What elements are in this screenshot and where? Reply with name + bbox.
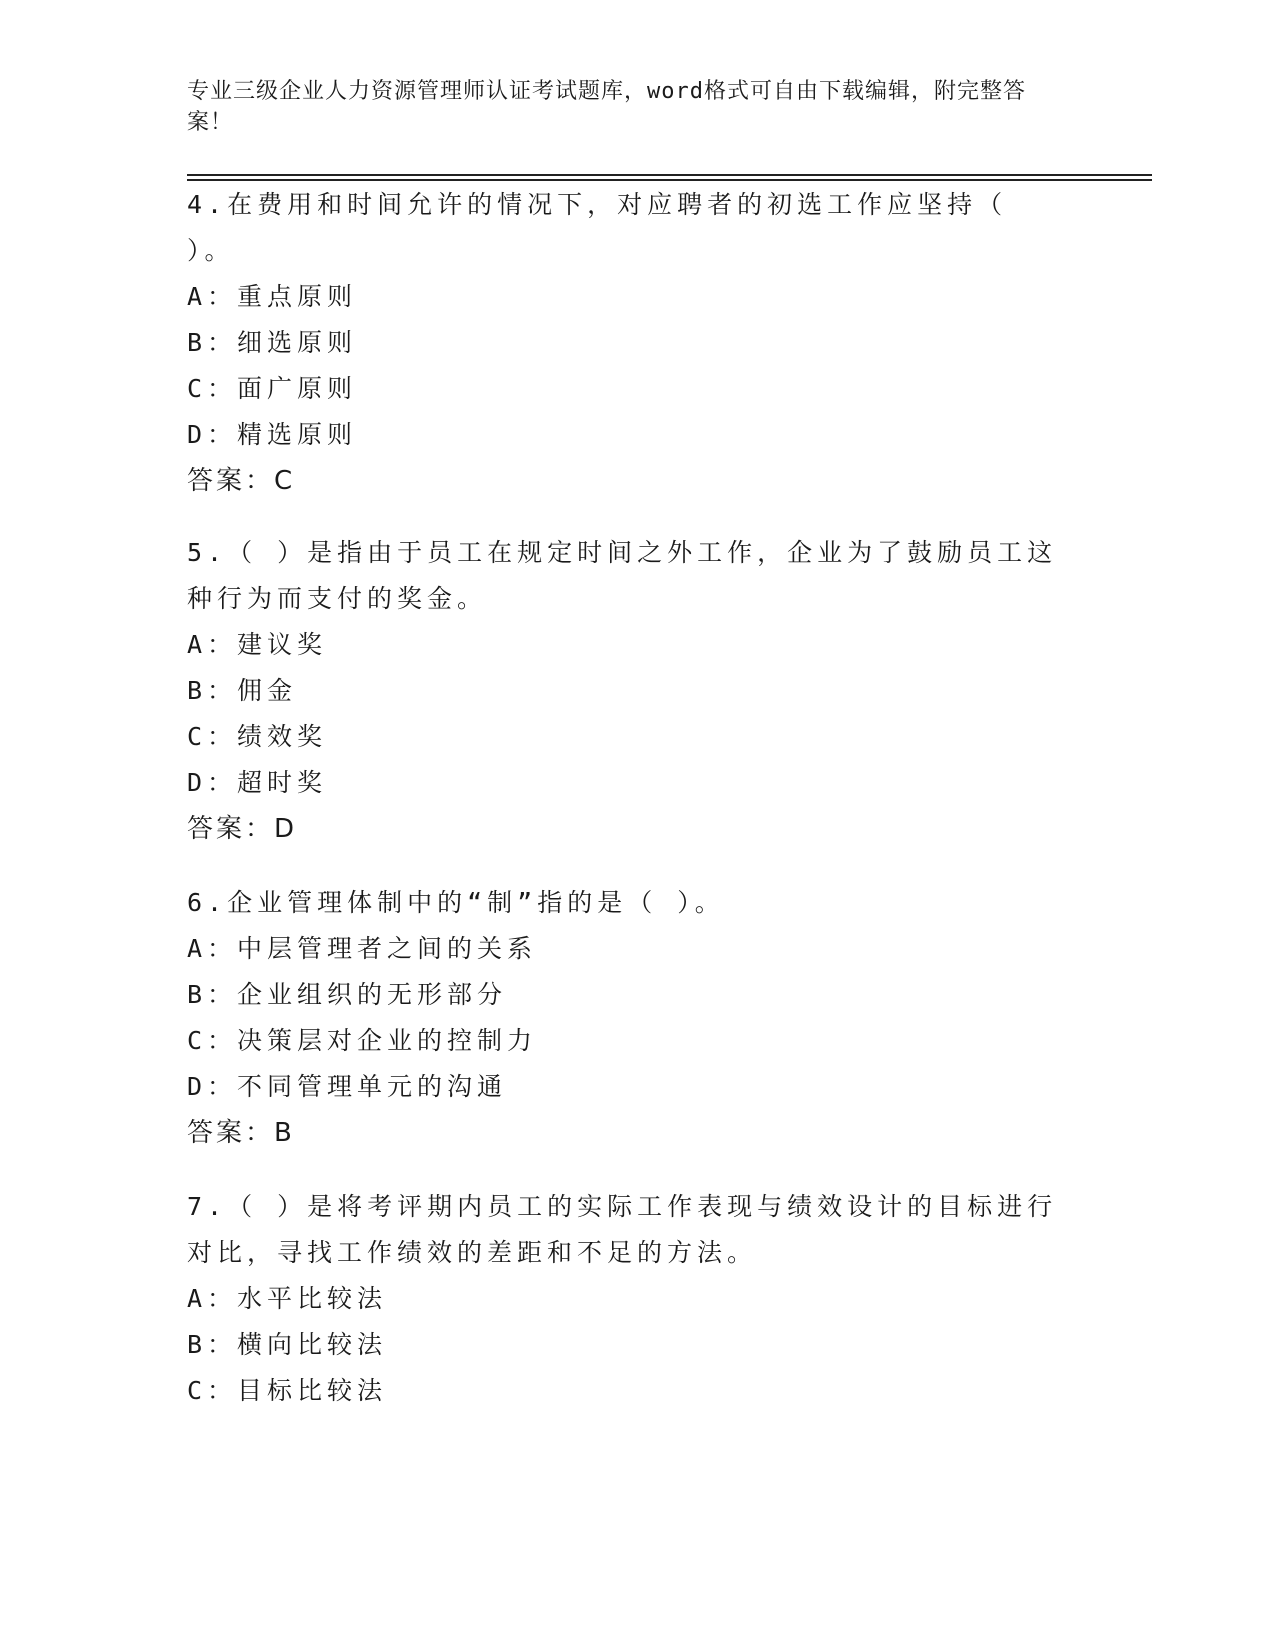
question-7	[187, 1184, 1067, 1414]
option-b: B：横向比较法	[187, 1330, 388, 1359]
option-a: A：建议奖	[187, 630, 328, 659]
option-c: C：面广原则	[187, 374, 358, 403]
document-header: 专业三级企业人力资源管理师认证考试题库，word格式可自由下载编辑，附完整答案！	[187, 79, 1026, 135]
header-divider-line-bottom	[187, 179, 1152, 181]
option-b: B：佣金	[187, 676, 298, 705]
option-c: C：绩效奖	[187, 722, 328, 751]
question-stem: 6.企业管理体制中的“制”指的是（ ）。	[187, 888, 725, 917]
question-4	[187, 182, 1067, 504]
option-a: A：水平比较法	[187, 1284, 388, 1313]
option-a: A：中层管理者之间的关系	[187, 934, 538, 963]
header-divider-line-top	[187, 174, 1152, 176]
option-d: D：超时奖	[187, 768, 328, 797]
answer-line: 答案：C	[187, 466, 296, 496]
question-6	[187, 880, 1067, 1156]
option-c: C：目标比较法	[187, 1376, 388, 1405]
option-b: B：企业组织的无形部分	[187, 980, 508, 1009]
option-d: D：不同管理单元的沟通	[187, 1072, 508, 1101]
answer-line: 答案：D	[187, 814, 298, 844]
option-d: D：精选原则	[187, 420, 358, 449]
option-c: C：决策层对企业的控制力	[187, 1026, 538, 1055]
question-5	[187, 530, 1067, 852]
question-stem: 5.（ ）是指由于员工在规定时间之外工作，企业为了鼓励员工这种行为而支付的奖金。	[187, 538, 1058, 613]
answer-line: 答案：B	[187, 1118, 295, 1148]
option-a: A：重点原则	[187, 282, 358, 311]
question-stem: 4.在费用和时间允许的情况下，对应聘者的初选工作应坚持（ ）。	[187, 190, 1008, 265]
question-stem: 7.（ ）是将考评期内员工的实际工作表现与绩效设计的目标进行对比，寻找工作绩效的差距和不足的方法。	[187, 1192, 1058, 1267]
option-b: B：细选原则	[187, 328, 358, 357]
